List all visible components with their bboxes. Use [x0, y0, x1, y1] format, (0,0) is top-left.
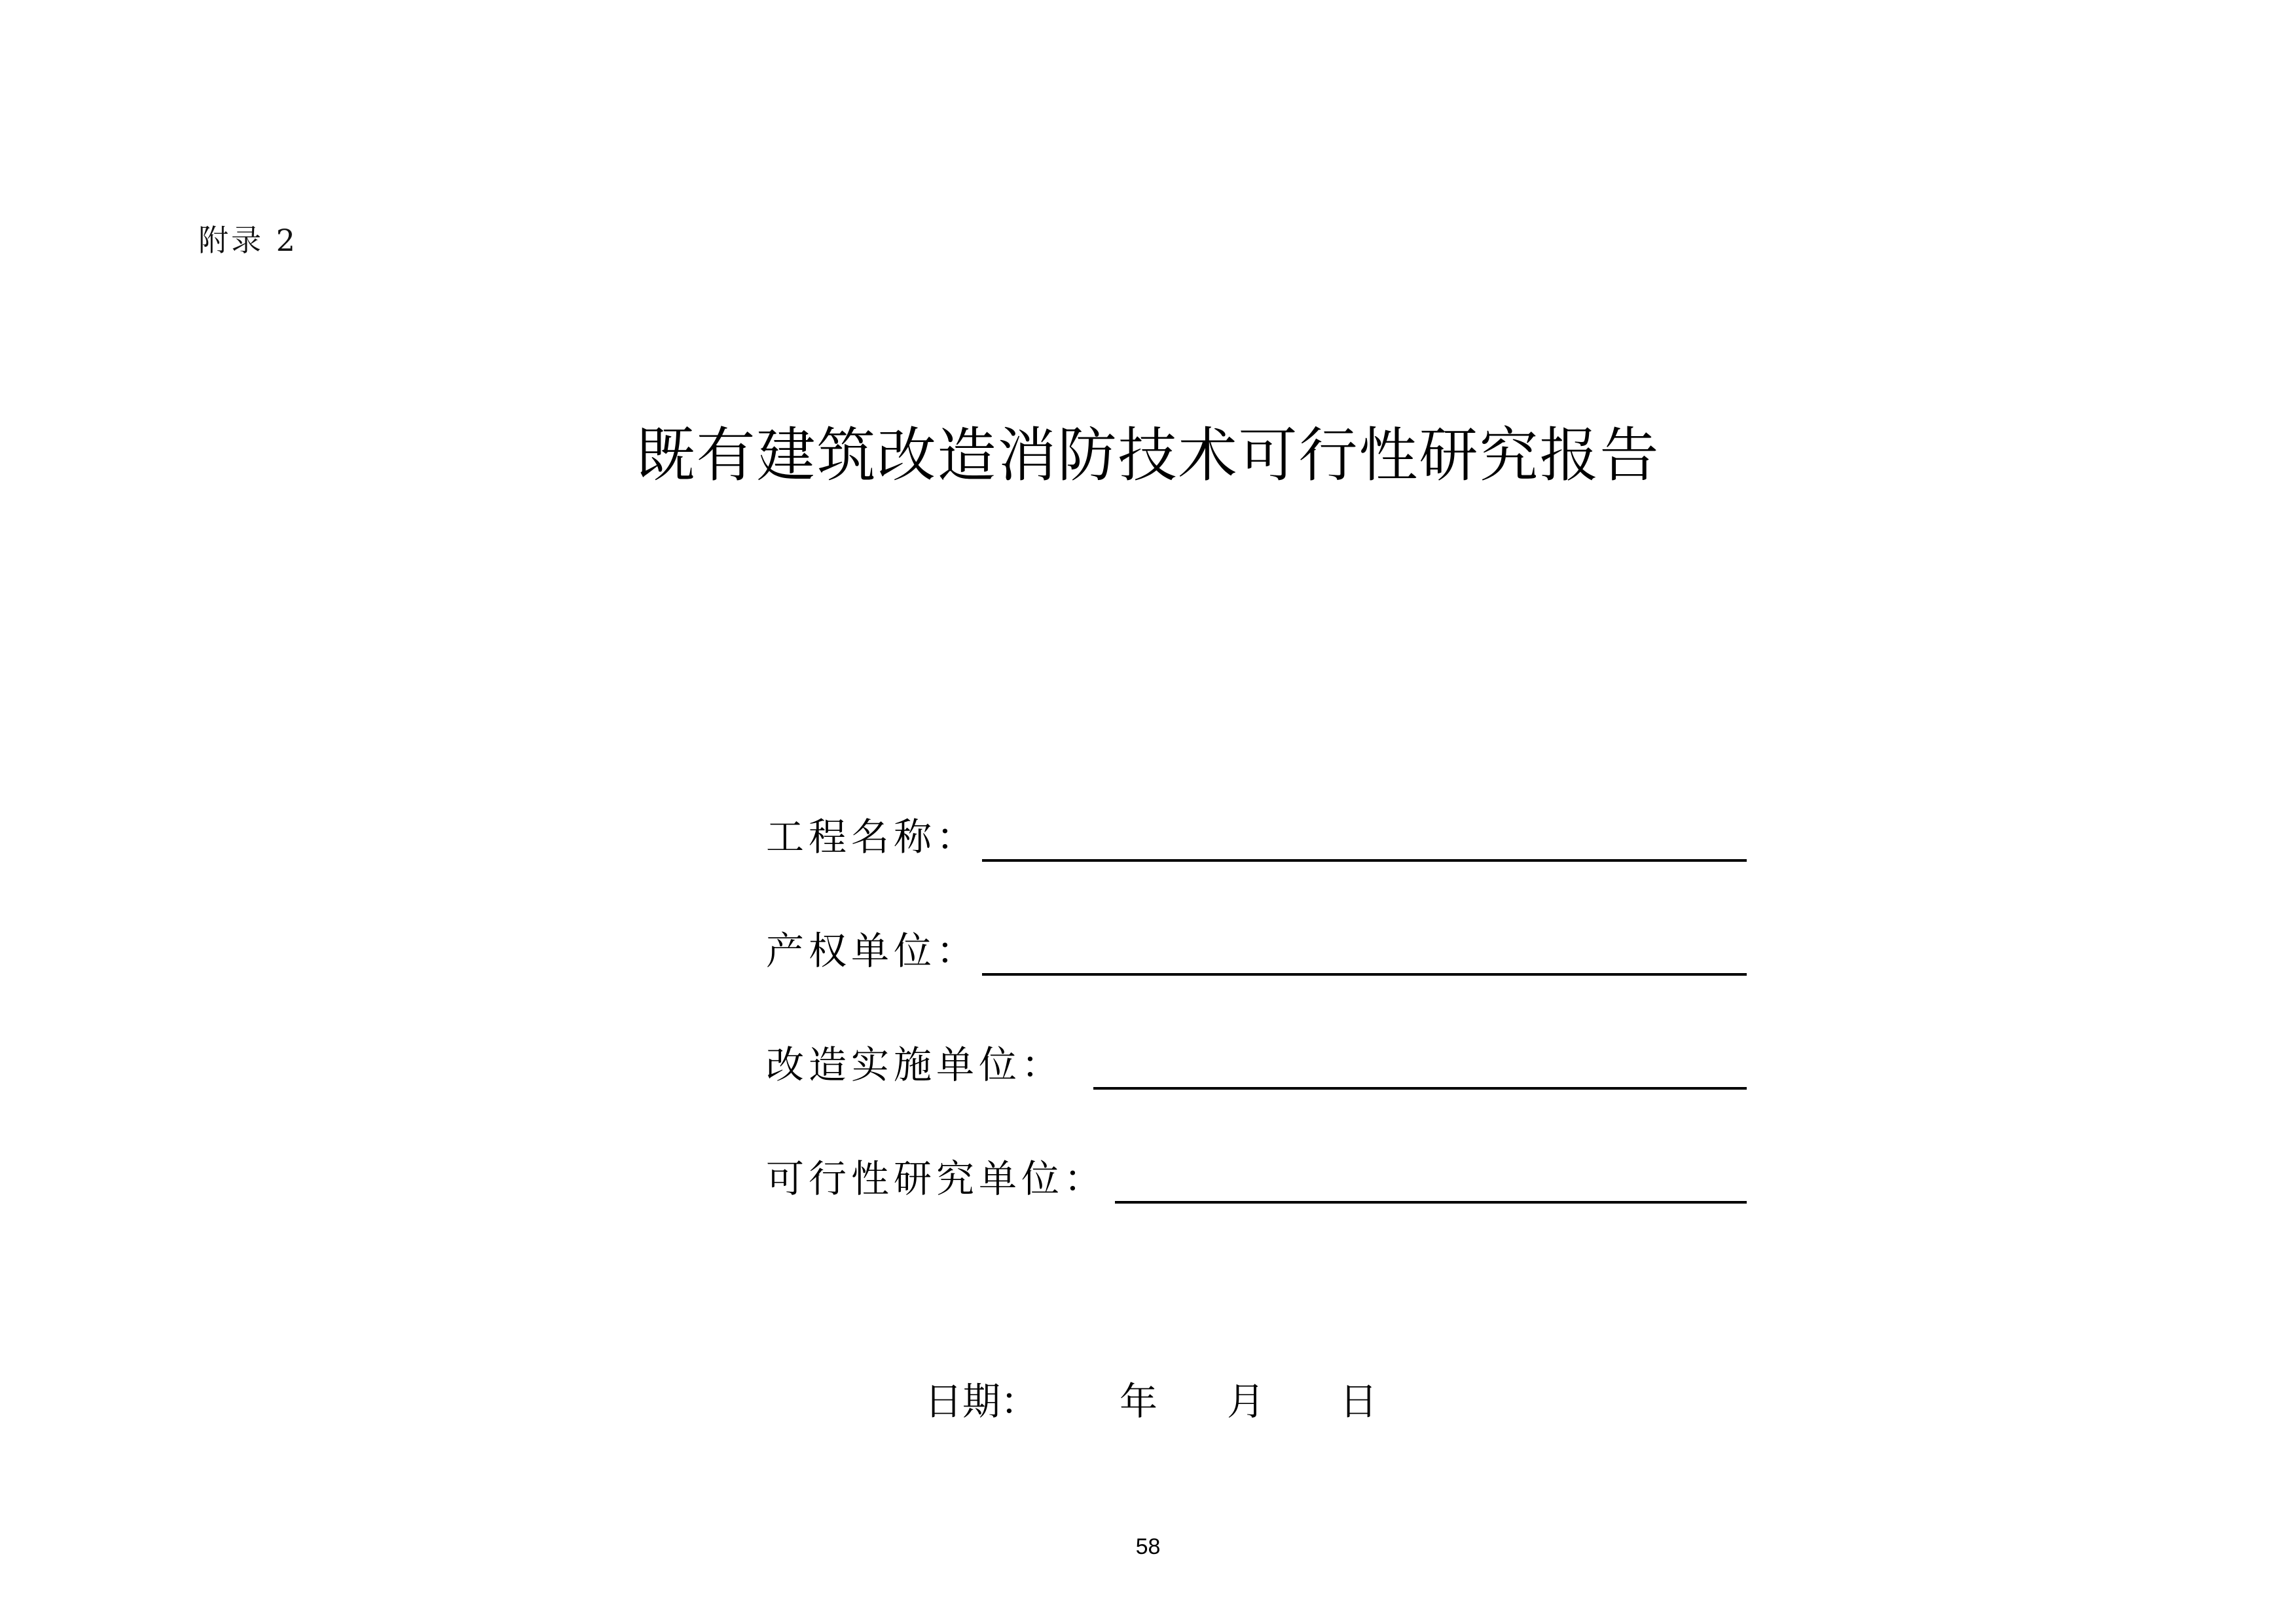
- renovation-contractor-field: [766, 1039, 1748, 1091]
- property-owner-blank: [982, 973, 1747, 976]
- feasibility-unit-field: [766, 1153, 1748, 1205]
- feasibility-unit-blank: [1115, 1201, 1747, 1204]
- project-name-label: 工程名称：: [766, 815, 979, 859]
- date-year-label: 年: [1120, 1379, 1158, 1424]
- renovation-contractor-label: 改造实施单位：: [766, 1043, 1065, 1087]
- property-owner-field: [766, 925, 1748, 977]
- renovation-contractor-blank: [1093, 1087, 1747, 1090]
- appendix-label: 附录 2: [198, 223, 298, 258]
- feasibility-unit-label: 可行性研究单位：: [766, 1156, 1107, 1201]
- project-name-blank: [982, 859, 1747, 862]
- project-name-field: [766, 811, 1748, 863]
- page-number: 58: [1135, 1534, 1161, 1559]
- property-owner-label: 产权单位：: [766, 929, 979, 973]
- date-day-label: 日: [1339, 1379, 1378, 1424]
- date-label: 日期：: [924, 1379, 1039, 1424]
- document-title: 既有建筑改造消防技术可行性研究报告: [636, 421, 1660, 490]
- date-month-label: 月: [1227, 1379, 1266, 1424]
